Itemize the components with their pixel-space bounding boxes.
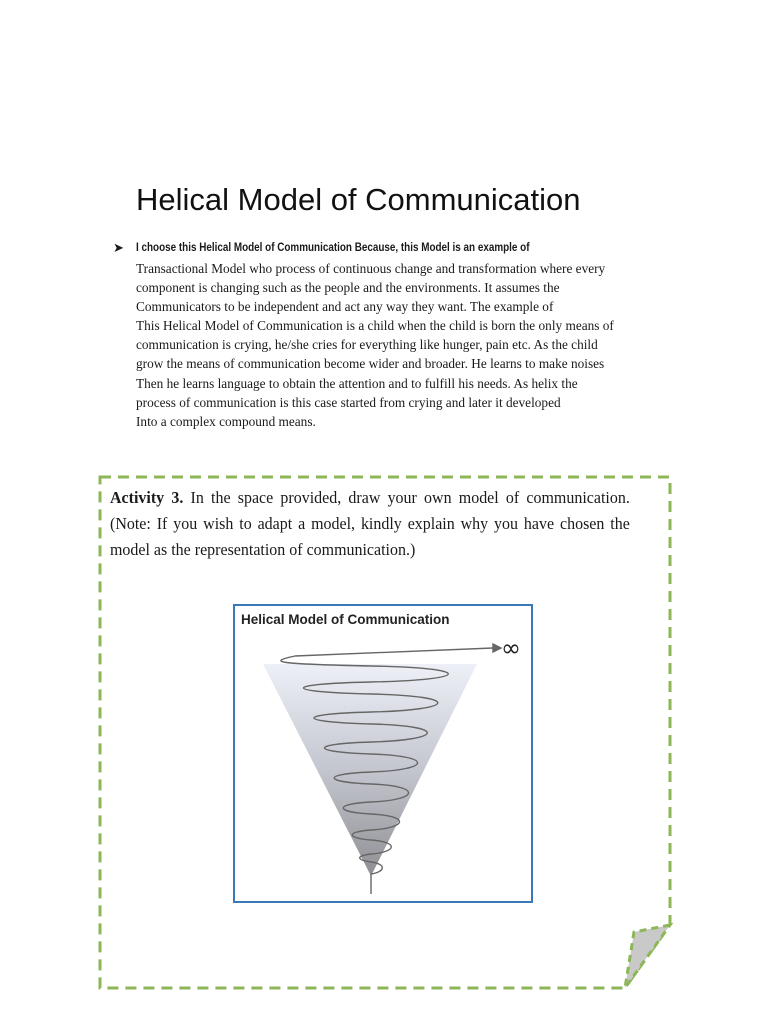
bullet-line: Then he learns language to obtain the attention and to fulfill his needs. As helix the [136,375,578,391]
infinity-icon: ∞ [501,634,521,662]
bullet-lead-text: I choose this Helical Model of Communication Because, this Model is an example of [136,242,530,254]
helix-cone-graphic [235,606,531,901]
bullet-line: Transactional Model who process of continuous change and transformation where every [136,261,606,276]
activity-text: In the space provided, draw your own model of communication. (Note: If you wish to adapt a model, kindly explain why you have chosen the model as the representation of communication.) [110,488,630,559]
bullet-line: Into a complex compound means. [136,413,316,429]
bullet-line: grow the means of communication become wider and broader. He learns to make noises [136,356,605,372]
page-title: Helical Model of Communication [136,182,581,217]
folded-corner-icon [625,925,670,988]
bullet-line: process of communication is this case started from crying and later it developed [136,394,561,410]
bullet-line: communication is crying, he/she cries for everything like hunger, pain etc. As the child [136,337,598,353]
cone-shape [263,664,477,876]
activity-instructions [110,485,630,563]
diagram-title: Helical Model of Communication [241,612,450,627]
helical-model-diagram [233,604,533,903]
arrow-bullet-icon: ➤ [113,240,124,255]
bullet-line: Communicators to be independent and act any way they want. The example of [136,299,554,315]
bullet-line: This Helical Model of Communication is a child when the child is born the only means of [136,318,614,334]
bullet-line: component is changing such as the people and the environments. It assumes the [136,280,560,296]
activity-label: Activity 3. [110,488,184,507]
